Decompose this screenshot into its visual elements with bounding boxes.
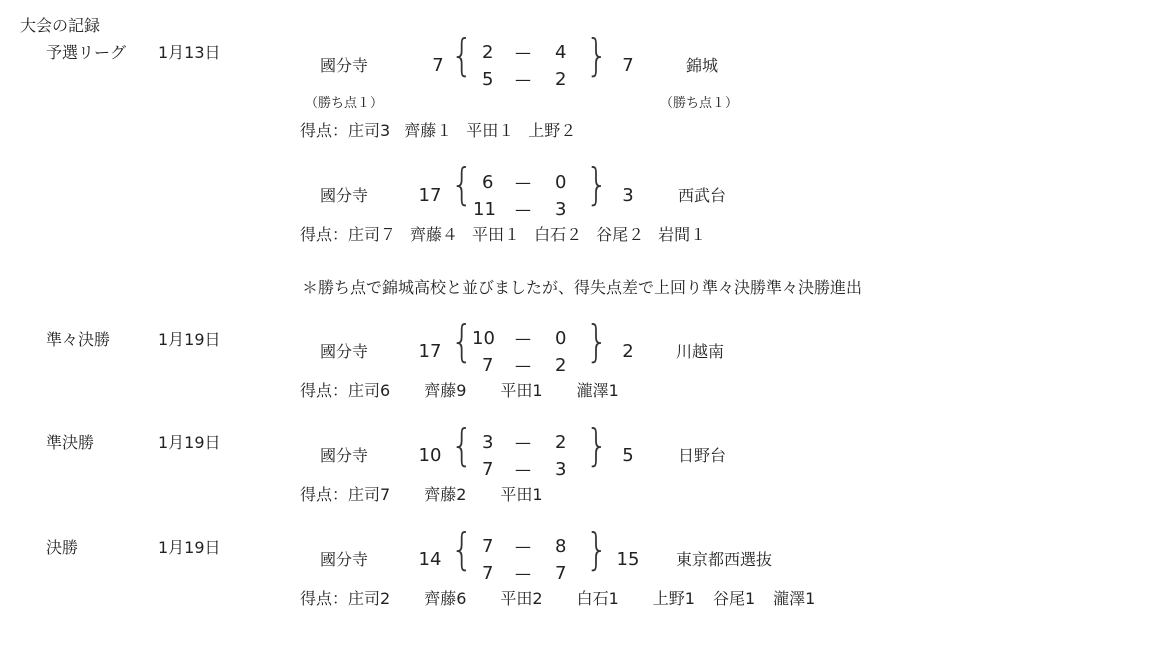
close-brace: }	[585, 316, 609, 367]
away-total: 3	[622, 185, 634, 206]
away-total: 15	[616, 549, 640, 570]
scorer: 白石２	[534, 225, 583, 244]
away-total: 5	[622, 445, 634, 466]
home-team: 國分寺	[320, 446, 369, 465]
scorer: 齊藤１	[404, 121, 453, 140]
scorer: 上野1	[652, 589, 695, 608]
home-points: （勝ち点１）	[305, 96, 384, 111]
close-brace: }	[585, 159, 609, 210]
home-team: 國分寺	[320, 342, 369, 361]
h2-home: 7	[482, 563, 494, 584]
scorers-line	[300, 591, 829, 607]
scorers-line	[300, 123, 590, 139]
h1-home: 7	[482, 536, 494, 557]
scorer: 庄司2	[348, 589, 391, 608]
open-brace: {	[450, 420, 474, 471]
h2-dash: —	[515, 200, 531, 219]
scorers-label: 得点：	[300, 121, 349, 140]
away-points: （勝ち点１）	[660, 96, 739, 111]
h1-home: 2	[482, 42, 494, 63]
scorer: 平田1	[500, 381, 543, 400]
scorer: 岩間１	[658, 225, 707, 244]
stage-date-qf: 1月19日	[158, 330, 221, 349]
close-brace: }	[585, 420, 609, 471]
h2-away: 2	[555, 355, 567, 376]
scorer: 齊藤2	[424, 485, 467, 504]
h2-away: 3	[555, 199, 567, 220]
scorer: 庄司７	[348, 225, 397, 244]
scorer: 谷尾1	[712, 589, 756, 608]
h1-away: 2	[555, 432, 567, 453]
h1-away: 4	[555, 42, 567, 63]
h1-away: 0	[555, 172, 567, 193]
home-team: 國分寺	[320, 550, 369, 569]
stage-label-qf: 準々決勝	[46, 330, 111, 349]
h1-dash: —	[515, 173, 531, 192]
stage-date-sf: 1月19日	[158, 433, 221, 452]
scorer: 谷尾２	[596, 225, 645, 244]
scorer: 庄司7	[348, 485, 391, 504]
scorer: 庄司6	[348, 381, 391, 400]
h2-away: 2	[555, 69, 567, 90]
h1-home: 10	[472, 328, 495, 349]
h1-dash: —	[515, 43, 531, 62]
scorer: 上野２	[528, 121, 577, 140]
home-team: 國分寺	[320, 186, 369, 205]
scorer: 庄司3	[348, 121, 391, 140]
h2-home: 5	[482, 69, 494, 90]
scorers-line	[300, 227, 720, 243]
away-total: 2	[622, 341, 634, 362]
stage-label-final: 決勝	[46, 538, 79, 557]
opponent-team: 川越南	[676, 342, 725, 361]
h1-home: 6	[482, 172, 494, 193]
close-brace: }	[585, 524, 609, 575]
open-brace: {	[450, 524, 474, 575]
scorer: 齊藤４	[410, 225, 459, 244]
scorer: 瀧澤1	[773, 589, 816, 608]
home-total: 17	[418, 185, 442, 206]
home-total: 14	[418, 549, 442, 570]
open-brace: {	[450, 316, 474, 367]
h1-dash: —	[515, 537, 531, 556]
h2-home: 11	[473, 199, 496, 220]
stage-label-sf: 準決勝	[46, 433, 95, 452]
scorers-line	[300, 487, 557, 503]
open-brace: {	[450, 30, 474, 81]
h1-dash: —	[515, 329, 531, 348]
h2-away: 7	[555, 563, 567, 584]
close-brace: }	[585, 30, 609, 81]
scorer: 平田１	[472, 225, 521, 244]
scorer: 平田2	[500, 589, 543, 608]
opponent-team: 日野台	[678, 446, 727, 465]
h1-home: 3	[482, 432, 494, 453]
h2-dash: —	[515, 70, 531, 89]
opponent-team: 東京都西選抜	[676, 550, 773, 569]
scorers-label: 得点：	[300, 589, 349, 608]
h1-away: 0	[555, 328, 567, 349]
h2-dash: —	[515, 460, 531, 479]
h2-home: 7	[482, 459, 494, 480]
home-total: 7	[432, 55, 444, 76]
scorers-label: 得点：	[300, 225, 349, 244]
home-total: 10	[418, 445, 442, 466]
page-title: 大会の記録	[20, 16, 101, 35]
tiebreak-note: ＊勝ち点で錦城高校と並びましたが、得失点差で上回り準々決勝準々決勝進出	[302, 278, 863, 297]
scorer: 齊藤6	[424, 589, 467, 608]
home-team: 國分寺	[320, 56, 369, 75]
scorer: 瀧澤1	[576, 381, 619, 400]
scorers-line	[300, 383, 633, 399]
opponent-team: 西武台	[678, 186, 727, 205]
home-total: 17	[418, 341, 442, 362]
open-brace: {	[450, 159, 474, 210]
stage-date-league: 1月13日	[158, 43, 221, 62]
scorer: 平田１	[466, 121, 515, 140]
h1-away: 8	[555, 536, 567, 557]
scorer: 白石1	[576, 589, 619, 608]
h1-dash: —	[515, 433, 531, 452]
stage-label-league: 予選リーグ	[46, 43, 127, 62]
h2-dash: —	[515, 564, 531, 583]
h2-home: 7	[482, 355, 494, 376]
scorers-label: 得点：	[300, 485, 349, 504]
stage-date-final: 1月19日	[158, 538, 221, 557]
h2-away: 3	[555, 459, 567, 480]
away-total: 7	[622, 55, 634, 76]
h2-dash: —	[515, 356, 531, 375]
opponent-team: 錦城	[686, 56, 719, 75]
scorer: 齊藤9	[424, 381, 467, 400]
scorers-label: 得点：	[300, 381, 349, 400]
scorer: 平田1	[500, 485, 543, 504]
